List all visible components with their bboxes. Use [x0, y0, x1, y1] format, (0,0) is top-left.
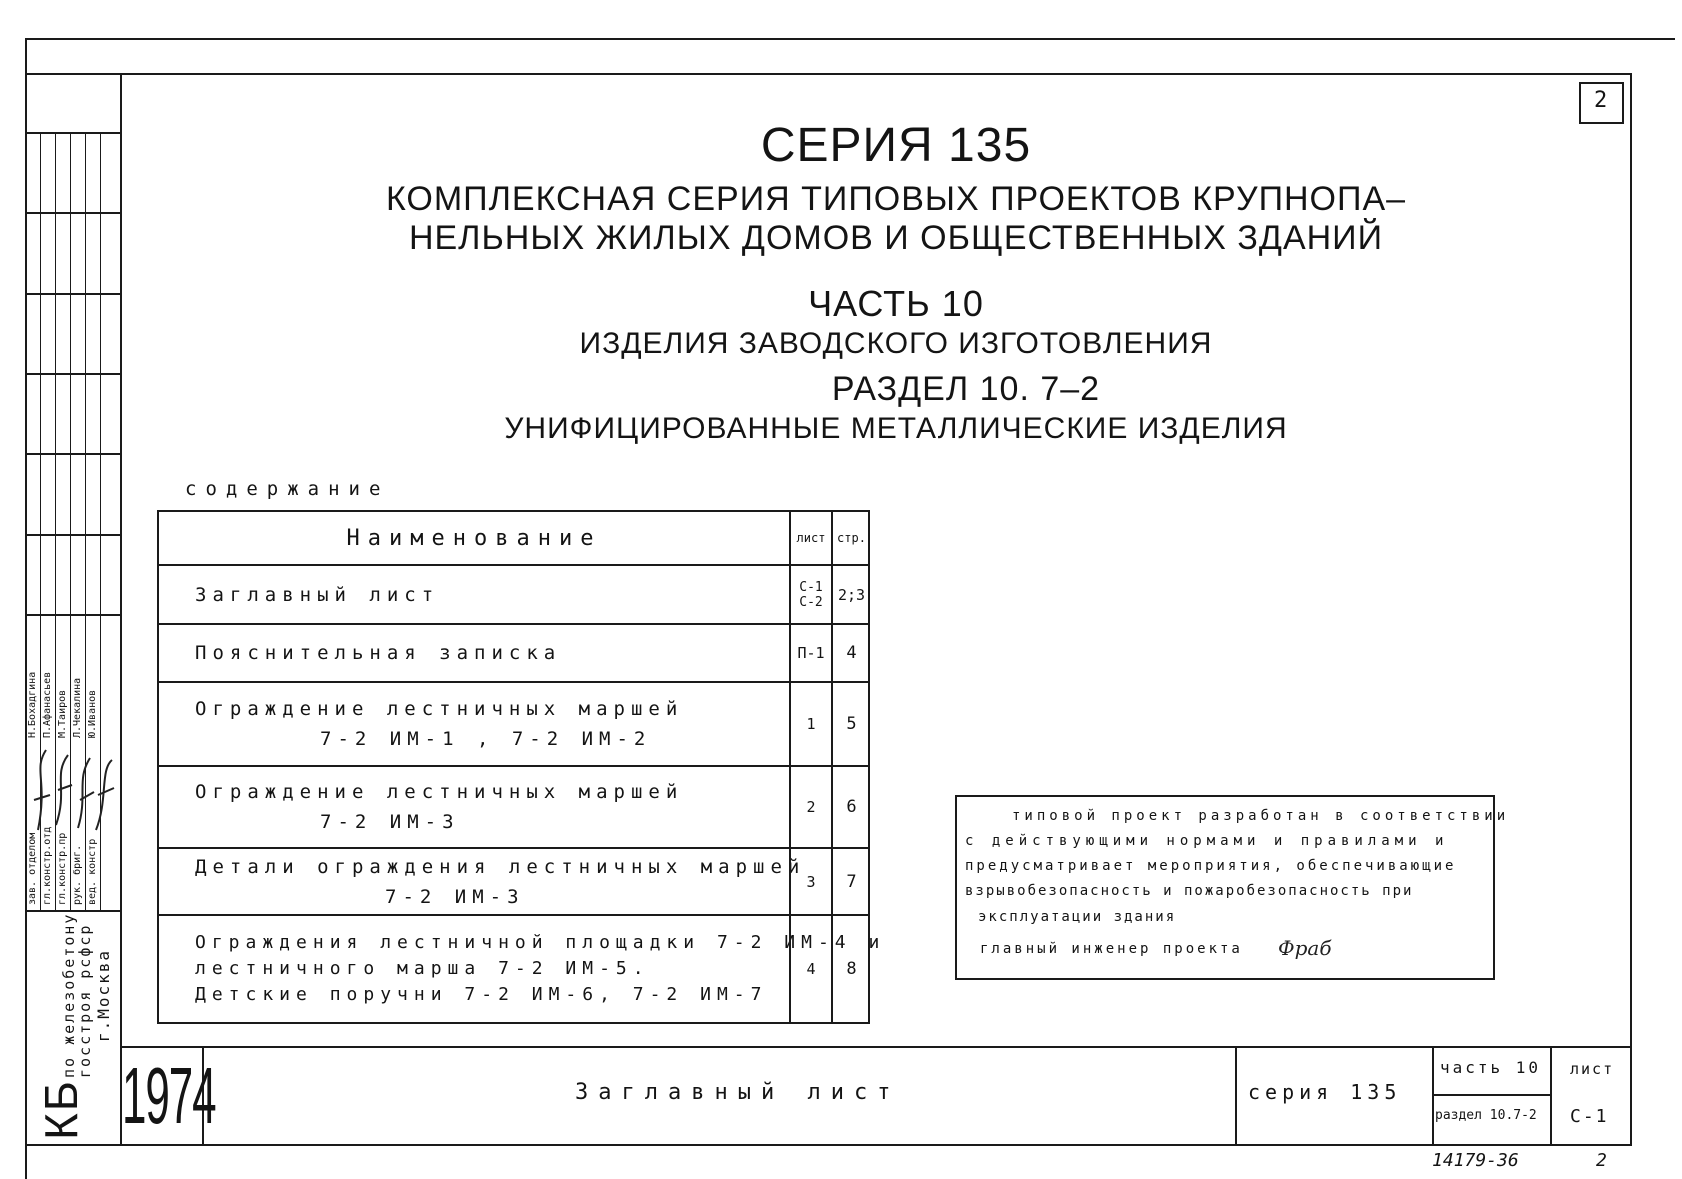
staff-role: вед. констр: [87, 838, 98, 905]
side-org-line-1: по железобетону: [60, 912, 78, 1078]
stamp-section: раздел 10.7-2: [1435, 1108, 1537, 1123]
row-page: 4: [831, 625, 870, 681]
staff-role: зав. отделом: [27, 832, 38, 905]
stamp-sheet-title: Заглавный лист: [575, 1080, 901, 1105]
note-line-2: с действующими нормами и правилами и: [965, 833, 1449, 849]
table-row: [159, 914, 886, 1022]
part-name: ИЗДЕЛИЯ ЗАВОДСКОГО ИЗГОТОВЛЕНИЯ: [579, 327, 1213, 360]
row-sheet: 3: [789, 849, 831, 914]
row-name: Ограждение лестничных маршей: [195, 698, 684, 720]
stamp-divider-series: [1235, 1046, 1237, 1146]
row-sheet: С-1 С-2: [789, 566, 831, 623]
table-row: [159, 681, 868, 765]
staff-role: рук. бриг.: [72, 844, 83, 905]
row-name-sub: 7-2 ИМ-3: [385, 885, 525, 908]
staff-role: гл.констр.пр: [57, 832, 68, 905]
outer-top-border: [25, 38, 1675, 40]
row-sheet: 1: [789, 683, 831, 765]
table-row: [159, 623, 868, 681]
stamp-year: 1974: [122, 1051, 216, 1140]
corner-number: 2: [1594, 88, 1614, 113]
row-name-sub: Детские поручни 7-2 ИМ-6, 7-2 ИМ-7: [195, 984, 768, 1005]
row-page: 5: [831, 683, 870, 765]
table-row: [159, 847, 868, 914]
row-name: Ограждение лестничных маршей: [195, 781, 684, 803]
note-signer: главный инженер проекта: [980, 941, 1243, 957]
note-line-3: предусматривает мероприятия, обеспечивающие: [965, 858, 1457, 874]
row-sheet: 2: [789, 767, 831, 847]
contents-heading: содержание: [185, 478, 390, 500]
row-sheet: 4: [789, 916, 831, 1022]
column-header-name: Наименование: [346, 525, 602, 551]
staff-name: Ю.Иванов: [87, 689, 98, 738]
note-line-5: эксплуатации здания: [978, 909, 1177, 925]
side-org-line-2: госстроя рсфср: [76, 923, 94, 1078]
column-header-page: стр.: [831, 512, 870, 564]
row-page: 6: [831, 767, 870, 847]
row-sheet: П-1: [789, 625, 831, 681]
stamp-divider-sheet: [1550, 1046, 1552, 1146]
row-name: Ограждения лестничной площадки 7-2 ИМ-4 и: [195, 932, 886, 953]
title-line-2: НЕЛЬНЫХ ЖИЛЫХ ДОМОВ И ОБЩЕСТВЕННЫХ ЗДАНИЙ: [408, 219, 1384, 257]
series-title: СЕРИЯ 135: [760, 119, 1032, 172]
staff-signatures-scribble: [28, 740, 118, 840]
row-name: Заглавный лист: [195, 583, 440, 606]
row-page: 2;3: [831, 566, 870, 623]
column-header-sheet: лист: [789, 512, 831, 564]
table-row: [159, 564, 868, 623]
stamp-mid-line: [1432, 1094, 1550, 1096]
stamp-part: часть 10: [1440, 1058, 1542, 1077]
stamp-sheet-label: лист: [1570, 1060, 1615, 1078]
row-name-sub: 7-2 ИМ-1 , 7-2 ИМ-2: [320, 728, 652, 750]
section-title: РАЗДЕЛ 10. 7–2: [831, 370, 1101, 408]
table-row: [159, 765, 868, 847]
table-header-row: [159, 512, 868, 564]
row-name: Пояснительная записка: [195, 642, 562, 664]
stamp-top-line: [120, 1046, 1632, 1048]
title-line-1: КОМПЛЕКСНАЯ СЕРИЯ ТИПОВЫХ ПРОЕКТОВ КРУПНОПА–: [385, 180, 1407, 218]
row-name: Детали ограждения лестничных маршей: [195, 855, 806, 878]
archive-number: 14179-36: [1432, 1150, 1519, 1171]
staff-name: Н.Бохадгина: [27, 671, 38, 738]
row-name-sub: лестничного марша 7-2 ИМ-5.: [195, 958, 650, 979]
note-line-4: взрывобезопасность и пожаробезопасность при: [965, 883, 1414, 899]
stamp-series: серия 135: [1248, 1080, 1402, 1104]
side-city: г.Москва: [94, 948, 113, 1042]
footer-page-number: 2: [1596, 1150, 1607, 1171]
staff-role: гл.констр.отд: [42, 826, 53, 905]
row-page: 7: [831, 849, 870, 914]
note-line-1: типовой проект разработан в соответствии: [1012, 808, 1510, 824]
row-name-sub: 7-2 ИМ-3: [320, 811, 460, 833]
row-page: 8: [831, 916, 870, 1022]
staff-name: М.Таиров: [57, 689, 68, 738]
note-signature: Фраб: [1278, 936, 1332, 960]
staff-name: П.Афанасьев: [42, 671, 53, 738]
section-name: УНИФИЦИРОВАННЫЕ МЕТАЛЛИЧЕСКИЕ ИЗДЕЛИЯ: [504, 412, 1288, 445]
contents-table: [157, 510, 886, 1024]
staff-name: Л.Чекалина: [72, 677, 83, 738]
stamp-sheet-value: С-1: [1570, 1106, 1609, 1127]
side-org-abbr: КБ: [35, 1079, 87, 1140]
stamp-divider-part: [1432, 1046, 1434, 1146]
part-title: ЧАСТЬ 10: [808, 283, 984, 324]
